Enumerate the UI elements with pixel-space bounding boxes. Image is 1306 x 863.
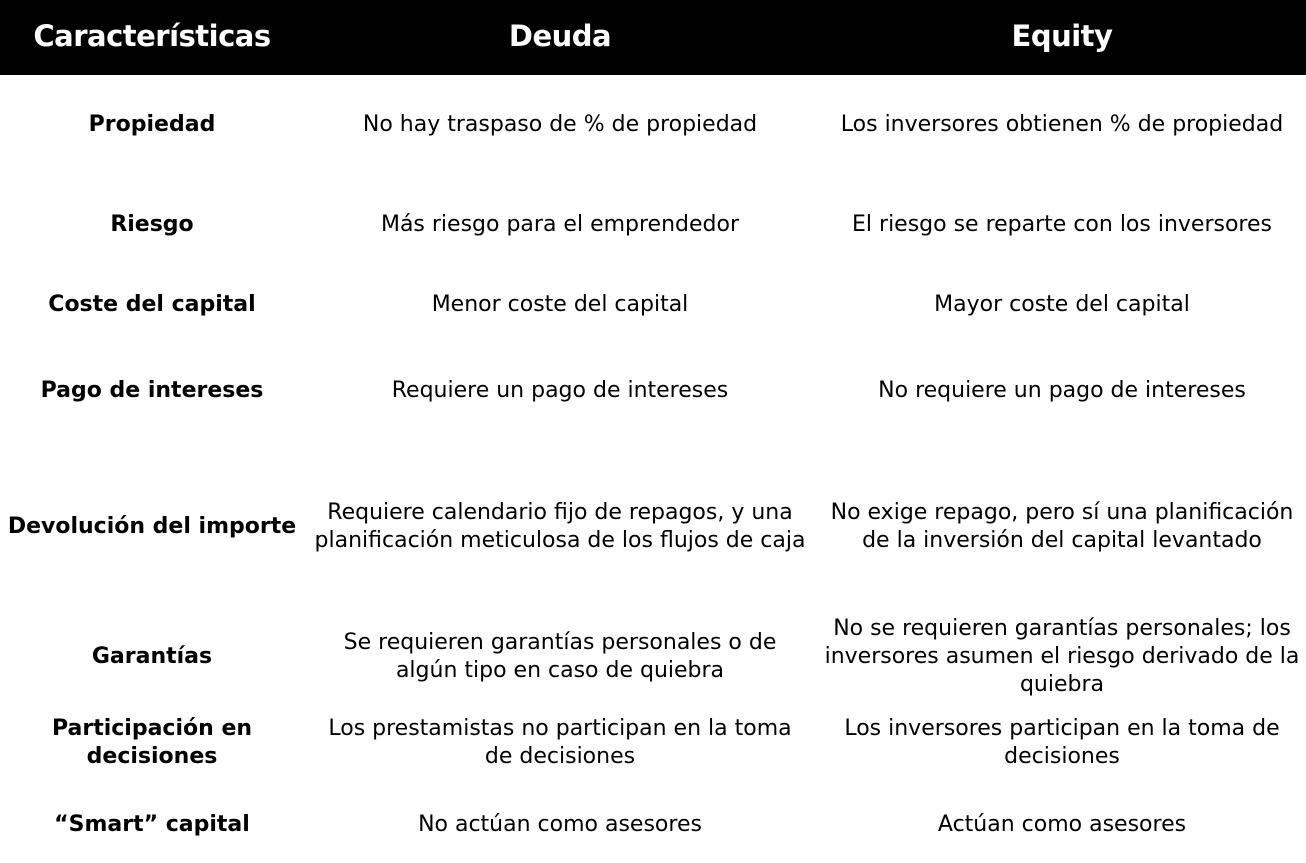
equity-cell: Los inversores participan en la toma de decisiones (844, 716, 1280, 769)
deuda-cell: Se requieren garantías personales o de algún tipo en caso de quiebra (343, 630, 777, 683)
deuda-cell: No actúan como asesores (418, 812, 702, 837)
table-row (0, 484, 1306, 570)
equity-cell: No se requieren garantías personales; los inversores asumen el riesgo derivado de la quiebra (824, 616, 1300, 697)
equity-cell: No requiere un pago de intereses (878, 378, 1246, 403)
equity-cell: Los inversores obtienen % de propiedad (840, 112, 1284, 137)
table-row (0, 366, 1306, 416)
row-label: Pago de intereses (40, 378, 264, 403)
equity-cell: El riesgo se reparte con los inversores (852, 212, 1272, 237)
row-label: Riesgo (110, 212, 194, 237)
equity-cell: Actúan como asesores (937, 812, 1187, 837)
row-label: Devolución del importe (7, 514, 297, 539)
table-row (0, 614, 1306, 700)
header-equity: Equity (1011, 19, 1113, 53)
table-row (0, 100, 1306, 150)
row-label: Propiedad (88, 112, 216, 137)
row-label: Participación en decisiones (51, 716, 253, 769)
row-label: Garantías (91, 644, 213, 669)
deuda-cell: Requiere un pago de intereses (391, 378, 729, 403)
table-row (0, 714, 1306, 772)
table-row (0, 200, 1306, 250)
header-deuda: Deuda (508, 19, 612, 53)
row-label: Coste del capital (48, 292, 256, 317)
table-row (0, 280, 1306, 330)
deuda-cell: Más riesgo para el emprendedor (380, 212, 740, 237)
deuda-cell: No hay traspaso de % de propiedad (362, 112, 758, 137)
deuda-cell: Los prestamistas no participan en la toma de decisiones (328, 716, 792, 769)
deuda-cell: Menor coste del capital (431, 292, 689, 317)
table-header (0, 0, 1306, 75)
row-label: “Smart” capital (54, 812, 250, 837)
deuda-cell: Requiere calendario fijo de repagos, y una planificación meticulosa de los flujos de caja (314, 500, 806, 553)
equity-cell: Mayor coste del capital (934, 292, 1190, 317)
equity-cell: No exige repago, pero sí una planificación de la inversión del capital levantado (830, 500, 1294, 553)
header-caracteristicas: Características (33, 19, 271, 53)
table-row (0, 800, 1306, 850)
